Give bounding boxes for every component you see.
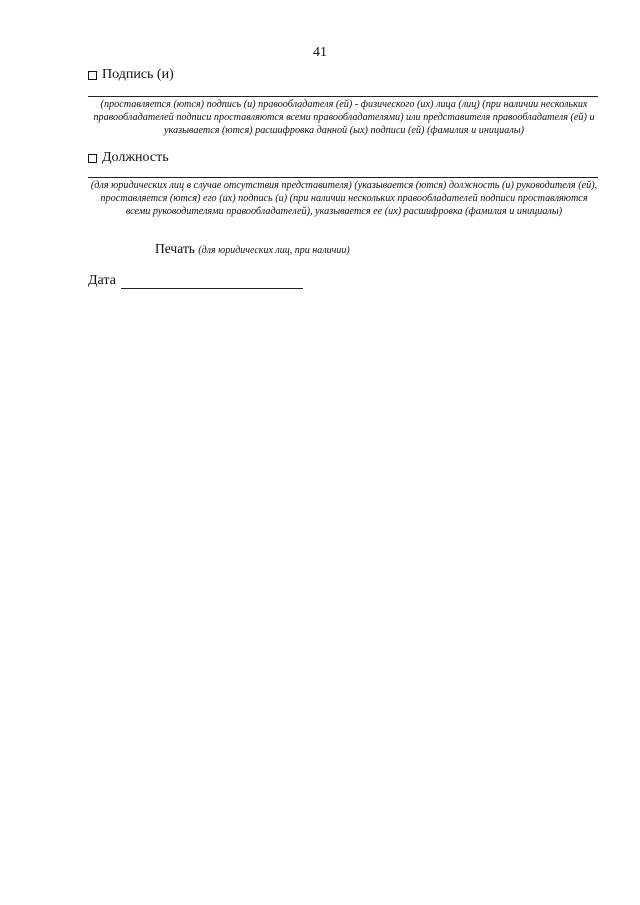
date-line[interactable]: [121, 276, 303, 289]
position-row: [88, 150, 169, 166]
date-row: [88, 273, 303, 289]
signature-label: Подпись (и): [102, 67, 174, 82]
seal-note: (для юридических лиц, при наличии): [198, 245, 350, 256]
position-note: (для юридических лиц в случае отсутствия представителя) (указывается (ются) должность (и) руководителя (ей), проставляется (ются) его (их) подпись (и) (при наличии нескольких правообладателей подписи проставляются всеми руководителями правообладателей), указывается ее (их) расшифровка (фамилия и инициалы): [90, 180, 598, 217]
position-label: Должность: [102, 150, 169, 165]
signature-line: [88, 96, 598, 97]
date-label: Дата: [88, 273, 116, 288]
position-line: [88, 177, 598, 178]
signature-row: [88, 67, 174, 83]
position-checkbox[interactable]: [88, 154, 97, 163]
seal: [155, 241, 350, 257]
seal-label: Печать: [155, 241, 195, 256]
signature-note: (проставляется (ются) подпись (и) правообладателя (ей) - физического (их) лица (лиц) (при наличии нескольких правообладателей подписи проставляются всеми правообладателями) или представителя правообладателя (ей) и указывается (ются) расшифровка данной (ых) подписи (ей) (фамилия и инициалы): [93, 99, 595, 136]
page-number: 41: [313, 45, 327, 60]
signature-checkbox[interactable]: [88, 71, 97, 80]
